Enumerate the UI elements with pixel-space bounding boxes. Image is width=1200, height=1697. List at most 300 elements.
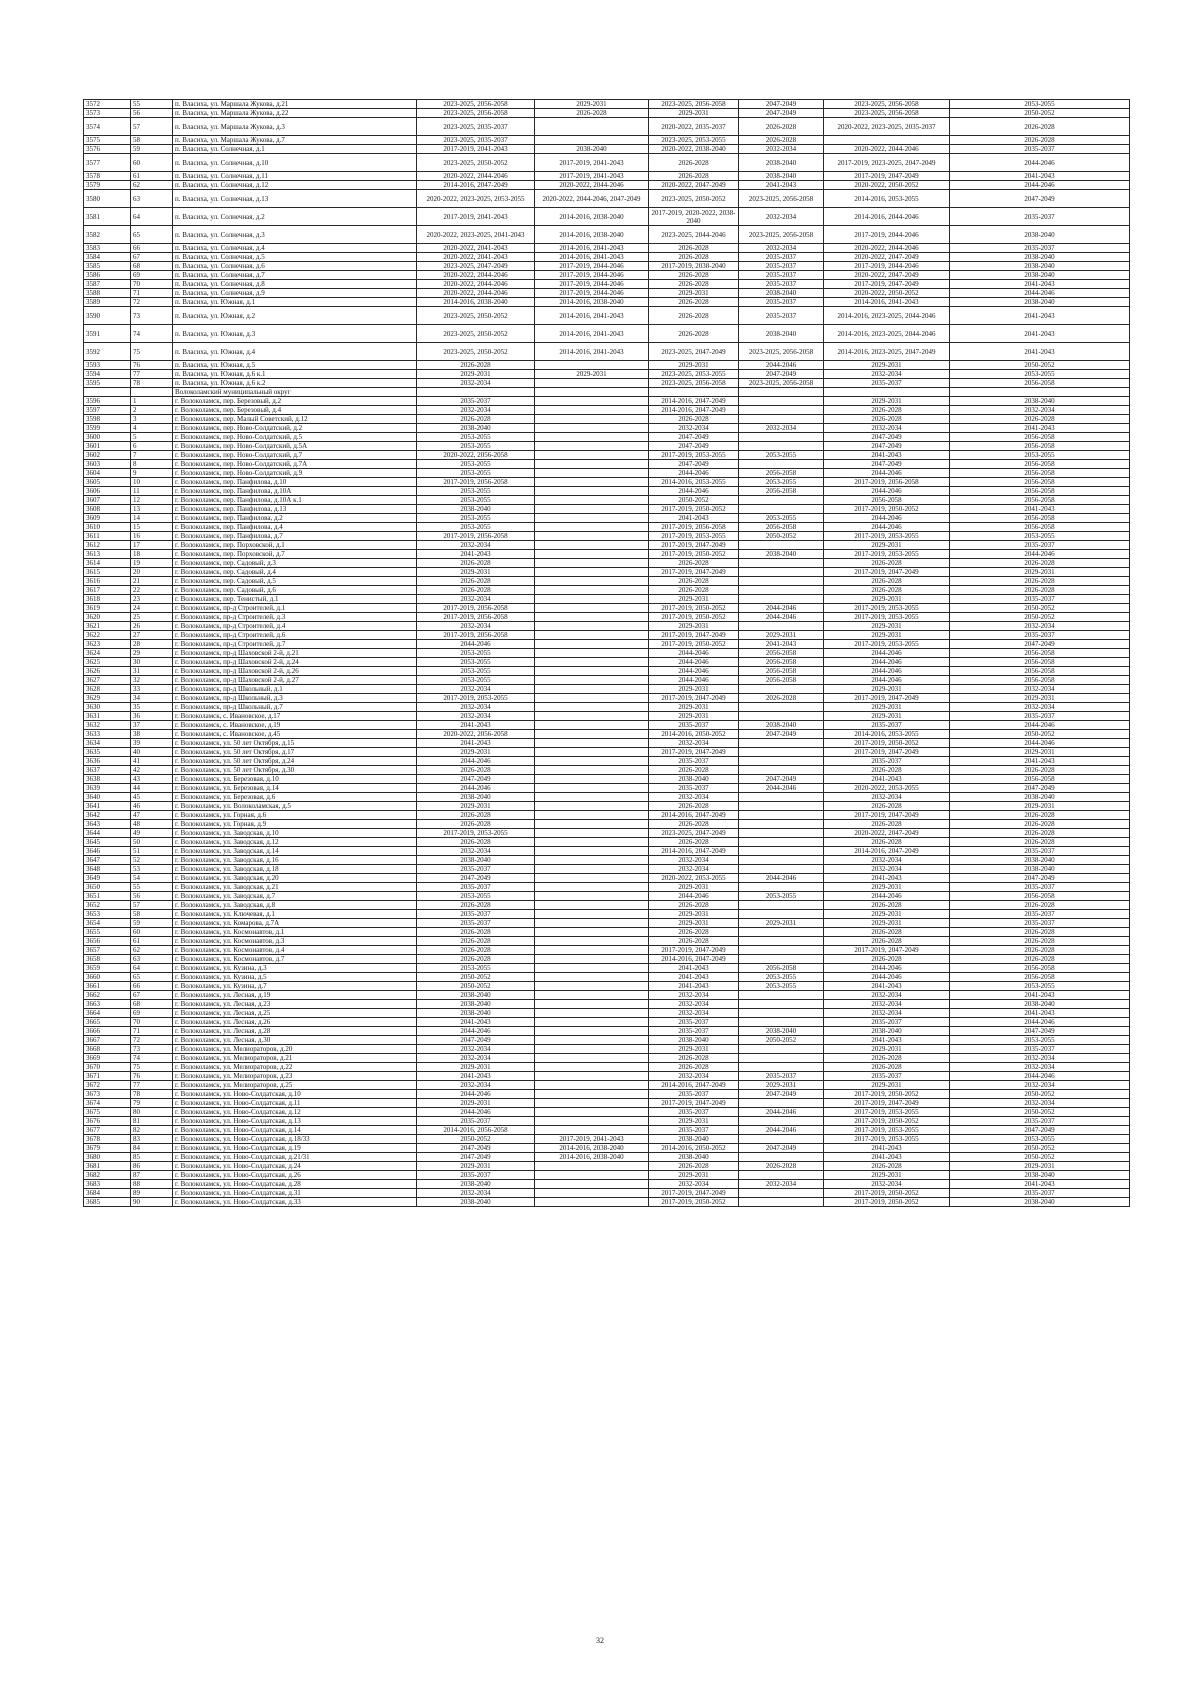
- address-cell: г. Волоколамск, ул. Ново-Солдатская, д.12: [173, 1108, 417, 1117]
- row-id-cell: 3635: [84, 748, 131, 757]
- period-cell: [535, 964, 649, 973]
- row-id-cell: 3588: [84, 289, 131, 298]
- table-row: [84, 262, 1130, 271]
- period-cell: [739, 397, 824, 406]
- address-cell: г. Волоколамск, пр-д Строителей, д.1: [173, 604, 417, 613]
- period-cell: 2029-2031: [824, 919, 950, 928]
- table-body: [84, 100, 1130, 1207]
- period-cell: 2023-2025, 2056-2058: [739, 226, 824, 244]
- table-row: [84, 874, 1130, 883]
- period-cell: 2035-2037: [649, 784, 739, 793]
- period-cell: 2017-2019, 2050-2052: [649, 505, 739, 514]
- period-cell: 2029-2031: [824, 1081, 950, 1090]
- address-cell: г. Волоколамск, ул. 50 лет Октября, д.24: [173, 757, 417, 766]
- row-id-cell: 3670: [84, 1063, 131, 1072]
- period-cell: 2032-2034: [417, 1045, 535, 1054]
- table-row: [84, 685, 1130, 694]
- period-cell: 2026-2028: [950, 901, 1130, 910]
- period-cell: 2047-2049: [824, 442, 950, 451]
- row-id-cell: 3681: [84, 1162, 131, 1171]
- empty-cell: [649, 388, 739, 397]
- row-id-cell: 3611: [84, 532, 131, 541]
- empty-cell: [535, 388, 649, 397]
- table-row: [84, 226, 1130, 244]
- period-cell: 2053-2055: [417, 433, 535, 442]
- period-cell: 2014-2016, 2023-2025, 2044-2046: [824, 307, 950, 325]
- address-cell: п. Власиха, ул. Солнечная, д.8: [173, 280, 417, 289]
- period-cell: 2026-2028: [950, 577, 1130, 586]
- row-number-cell: 33: [131, 685, 173, 694]
- period-cell: 2041-2043: [950, 505, 1130, 514]
- empty-cell: [950, 388, 1130, 397]
- period-cell: 2047-2049: [824, 433, 950, 442]
- period-cell: 2041-2043: [824, 451, 950, 460]
- period-cell: 2032-2034: [649, 1000, 739, 1009]
- period-cell: 2032-2034: [824, 1180, 950, 1189]
- period-cell: [535, 1189, 649, 1198]
- period-cell: 2017-2019, 2053-2055: [824, 640, 950, 649]
- period-cell: 2017-2019, 2041-2043: [535, 172, 649, 181]
- address-cell: г. Волоколамск, ул. Ново-Солдатская, д.11: [173, 1099, 417, 1108]
- period-cell: 2026-2028: [649, 766, 739, 775]
- period-cell: 2017-2019, 2056-2058: [417, 613, 535, 622]
- period-cell: 2041-2043: [417, 721, 535, 730]
- row-number-cell: 30: [131, 658, 173, 667]
- table-row: [84, 190, 1130, 208]
- table-row: [84, 469, 1130, 478]
- table-row: [84, 748, 1130, 757]
- row-number-cell: 64: [131, 208, 173, 226]
- period-cell: 2026-2028: [824, 577, 950, 586]
- period-cell: 2014-2016, 2041-2043: [824, 298, 950, 307]
- row-number-cell: 23: [131, 595, 173, 604]
- period-cell: 2038-2040: [417, 1198, 535, 1207]
- period-cell: 2020-2022, 2044-2046: [417, 280, 535, 289]
- row-id-cell: 3628: [84, 685, 131, 694]
- table-row: [84, 145, 1130, 154]
- period-cell: 2026-2028: [950, 811, 1130, 820]
- period-cell: 2032-2034: [417, 622, 535, 631]
- row-id-cell: 3581: [84, 208, 131, 226]
- period-cell: 2044-2046: [824, 658, 950, 667]
- period-cell: 2044-2046: [950, 154, 1130, 172]
- table-row: [84, 1009, 1130, 1018]
- address-cell: г. Волоколамск, ул. Горная, д.9: [173, 820, 417, 829]
- address-cell: п. Власиха, ул. Солнечная, д.10: [173, 154, 417, 172]
- period-cell: 2026-2028: [417, 559, 535, 568]
- period-cell: 2020-2022, 2050-2052: [824, 181, 950, 190]
- period-cell: 2035-2037: [950, 244, 1130, 253]
- period-cell: 2047-2049: [950, 874, 1130, 883]
- period-cell: [739, 838, 824, 847]
- period-cell: [535, 748, 649, 757]
- row-id-cell: 3603: [84, 460, 131, 469]
- row-id-cell: 3572: [84, 100, 131, 109]
- table-row: [84, 631, 1130, 640]
- period-cell: 2053-2055: [417, 487, 535, 496]
- address-cell: г. Волоколамск, ул. Заводская, д.8: [173, 901, 417, 910]
- period-cell: 2035-2037: [417, 883, 535, 892]
- period-cell: 2053-2055: [950, 1135, 1130, 1144]
- period-cell: 2047-2049: [417, 1153, 535, 1162]
- period-cell: [535, 946, 649, 955]
- empty-cell: [84, 388, 131, 397]
- period-cell: 2035-2037: [824, 757, 950, 766]
- period-cell: 2026-2028: [824, 1063, 950, 1072]
- address-cell: п. Власиха, ул. Солнечная, д.5: [173, 253, 417, 262]
- period-cell: 2047-2049: [950, 1027, 1130, 1036]
- period-cell: [535, 640, 649, 649]
- table-row: [84, 343, 1130, 361]
- row-number-cell: 69: [131, 1009, 173, 1018]
- period-cell: 2026-2028: [649, 1063, 739, 1072]
- period-cell: 2032-2034: [417, 406, 535, 415]
- period-cell: 2026-2028: [417, 577, 535, 586]
- row-number-cell: 1: [131, 397, 173, 406]
- period-cell: 2026-2028: [417, 586, 535, 595]
- table-row: [84, 838, 1130, 847]
- period-cell: 2029-2031: [824, 712, 950, 721]
- period-cell: 2029-2031: [950, 802, 1130, 811]
- address-cell: г. Волоколамск, пр-д Шаховской 2-й, д.24: [173, 658, 417, 667]
- period-cell: 2047-2049: [739, 730, 824, 739]
- row-id-cell: 3641: [84, 802, 131, 811]
- table-row: [84, 487, 1130, 496]
- table-row: [84, 622, 1130, 631]
- period-cell: 2023-2025, 2050-2052: [417, 343, 535, 361]
- table-row: [84, 505, 1130, 514]
- row-number-cell: 18: [131, 550, 173, 559]
- period-cell: 2038-2040: [417, 1180, 535, 1189]
- empty-cell: [131, 388, 173, 397]
- row-number-cell: 88: [131, 1180, 173, 1189]
- period-cell: 2056-2058: [950, 496, 1130, 505]
- period-cell: 2020-2022, 2050-2052: [824, 289, 950, 298]
- period-cell: [535, 1108, 649, 1117]
- period-cell: 2014-2016, 2047-2049: [649, 397, 739, 406]
- period-cell: [535, 550, 649, 559]
- row-number-cell: 8: [131, 460, 173, 469]
- period-cell: 2032-2034: [950, 1063, 1130, 1072]
- period-cell: 2017-2019, 2053-2055: [417, 829, 535, 838]
- period-cell: 2017-2019, 2044-2046: [824, 262, 950, 271]
- period-cell: 2014-2016, 2038-2040: [535, 298, 649, 307]
- period-cell: 2026-2028: [824, 1162, 950, 1171]
- period-cell: 2023-2025, 2050-2052: [417, 325, 535, 343]
- period-cell: [535, 1171, 649, 1180]
- row-id-cell: 3685: [84, 1198, 131, 1207]
- period-cell: 2044-2046: [950, 1018, 1130, 1027]
- row-id-cell: 3682: [84, 1171, 131, 1180]
- period-cell: 2041-2043: [950, 424, 1130, 433]
- period-cell: 2038-2040: [649, 1036, 739, 1045]
- table-row: [84, 1090, 1130, 1099]
- period-cell: 2041-2043: [950, 1009, 1130, 1018]
- table-row: [84, 379, 1130, 388]
- address-cell: г. Волоколамск, ул. Заводская, д.20: [173, 874, 417, 883]
- address-cell: г. Волоколамск, ул. Мелиораторов, д.23: [173, 1072, 417, 1081]
- period-cell: 2026-2028: [649, 586, 739, 595]
- period-cell: 2053-2055: [739, 973, 824, 982]
- period-cell: 2026-2028: [649, 172, 739, 181]
- period-cell: 2032-2034: [739, 244, 824, 253]
- period-cell: 2017-2019, 2056-2058: [417, 631, 535, 640]
- period-cell: 2044-2046: [649, 649, 739, 658]
- address-cell: г. Волоколамск, ул. Мелиораторов, д.25: [173, 1081, 417, 1090]
- address-cell: г. Волоколамск, с. Ивановское, д.45: [173, 730, 417, 739]
- period-cell: 2026-2028: [649, 802, 739, 811]
- period-cell: [535, 532, 649, 541]
- period-cell: 2014-2016, 2038-2040: [535, 1144, 649, 1153]
- period-cell: 2032-2034: [417, 1054, 535, 1063]
- period-cell: [535, 1018, 649, 1027]
- period-cell: [535, 1126, 649, 1135]
- row-number-cell: 63: [131, 955, 173, 964]
- period-cell: [739, 1045, 824, 1054]
- period-cell: [535, 514, 649, 523]
- period-cell: 2035-2037: [950, 1189, 1130, 1198]
- period-cell: [739, 568, 824, 577]
- period-cell: 2053-2055: [417, 649, 535, 658]
- period-cell: 2044-2046: [739, 1126, 824, 1135]
- row-number-cell: 39: [131, 739, 173, 748]
- row-number-cell: 52: [131, 856, 173, 865]
- address-cell: г. Волоколамск, ул. Мелиораторов, д.22: [173, 1063, 417, 1072]
- row-number-cell: 11: [131, 487, 173, 496]
- row-id-cell: 3580: [84, 190, 131, 208]
- period-cell: 2038-2040: [649, 775, 739, 784]
- period-cell: 2056-2058: [739, 649, 824, 658]
- address-cell: г. Волоколамск, пер. Порховской, д.7: [173, 550, 417, 559]
- row-id-cell: 3634: [84, 739, 131, 748]
- table-row: [84, 667, 1130, 676]
- period-cell: 2017-2019, 2047-2049: [824, 811, 950, 820]
- table-row: [84, 847, 1130, 856]
- period-cell: 2029-2031: [824, 541, 950, 550]
- row-number-cell: 68: [131, 1000, 173, 1009]
- address-cell: п. Власиха, ул. Маршала Жукова, д.21: [173, 100, 417, 109]
- period-cell: 2053-2055: [417, 460, 535, 469]
- row-number-cell: 10: [131, 478, 173, 487]
- table-row: [84, 1018, 1130, 1027]
- table-row: [84, 541, 1130, 550]
- period-cell: [535, 559, 649, 568]
- period-cell: 2026-2028: [950, 559, 1130, 568]
- row-id-cell: 3661: [84, 982, 131, 991]
- period-cell: [739, 496, 824, 505]
- address-cell: г. Волоколамск, ул. Березовая, д.6: [173, 793, 417, 802]
- address-cell: г. Волоколамск, ул. Комарова, д.7А: [173, 919, 417, 928]
- period-cell: 2029-2031: [649, 109, 739, 118]
- period-cell: 2026-2028: [824, 820, 950, 829]
- row-id-cell: 3624: [84, 649, 131, 658]
- period-cell: 2020-2022, 2044-2046: [824, 145, 950, 154]
- table-row: [84, 883, 1130, 892]
- period-cell: 2029-2031: [649, 883, 739, 892]
- period-cell: [535, 469, 649, 478]
- row-number-cell: 65: [131, 973, 173, 982]
- row-number-cell: 77: [131, 1081, 173, 1090]
- address-cell: г. Волоколамск, пр-д Школьный, д.1: [173, 685, 417, 694]
- row-number-cell: 50: [131, 838, 173, 847]
- period-cell: 2038-2040: [417, 505, 535, 514]
- period-cell: 2035-2037: [649, 757, 739, 766]
- table-row: [84, 829, 1130, 838]
- period-cell: [535, 541, 649, 550]
- period-cell: 2035-2037: [950, 712, 1130, 721]
- period-cell: [739, 505, 824, 514]
- period-cell: 2050-2052: [950, 1108, 1130, 1117]
- period-cell: 2032-2034: [739, 208, 824, 226]
- address-cell: г. Волоколамск, пр-д Строителей, д.6: [173, 631, 417, 640]
- address-cell: п. Власиха, ул. Солнечная, д.9: [173, 289, 417, 298]
- table-row: [84, 775, 1130, 784]
- table-row: [84, 1171, 1130, 1180]
- address-cell: г. Волоколамск, пр-д Строителей, д.4: [173, 622, 417, 631]
- row-number-cell: 59: [131, 919, 173, 928]
- period-cell: 2026-2028: [649, 280, 739, 289]
- period-cell: 2041-2043: [950, 343, 1130, 361]
- row-number-cell: 55: [131, 100, 173, 109]
- period-cell: [739, 1153, 824, 1162]
- period-cell: [535, 739, 649, 748]
- period-cell: 2035-2037: [739, 1072, 824, 1081]
- period-cell: 2014-2016, 2041-2043: [535, 343, 649, 361]
- period-cell: 2020-2022, 2044-2046: [535, 181, 649, 190]
- period-cell: 2032-2034: [417, 595, 535, 604]
- period-cell: 2020-2022, 2053-2055: [824, 784, 950, 793]
- period-cell: [535, 451, 649, 460]
- address-cell: п. Власиха, ул. Солнечная, д.1: [173, 145, 417, 154]
- address-cell: г. Волоколамск, ул. Заводская, д.12: [173, 838, 417, 847]
- row-id-cell: 3651: [84, 892, 131, 901]
- period-cell: 2032-2034: [950, 685, 1130, 694]
- row-number-cell: 34: [131, 694, 173, 703]
- address-cell: п. Власиха, ул. Маршала Жукова, д.3: [173, 118, 417, 136]
- period-cell: 2020-2022, 2056-2058: [417, 451, 535, 460]
- table-row: [84, 1153, 1130, 1162]
- period-cell: [535, 460, 649, 469]
- period-cell: 2029-2031: [649, 910, 739, 919]
- row-number-cell: 29: [131, 649, 173, 658]
- period-cell: 2017-2019, 2044-2046: [535, 280, 649, 289]
- period-cell: 2017-2019, 2053-2055: [824, 532, 950, 541]
- period-cell: 2041-2043: [824, 775, 950, 784]
- period-cell: 2044-2046: [739, 874, 824, 883]
- row-number-cell: 56: [131, 892, 173, 901]
- period-cell: 2017-2019, 2050-2052: [649, 613, 739, 622]
- row-number-cell: 82: [131, 1126, 173, 1135]
- period-cell: 2032-2034: [824, 865, 950, 874]
- row-number-cell: 25: [131, 613, 173, 622]
- period-cell: 2026-2028: [824, 802, 950, 811]
- period-cell: 2032-2034: [649, 865, 739, 874]
- period-cell: [535, 973, 649, 982]
- address-cell: п. Власиха, ул. Южная, д.5: [173, 361, 417, 370]
- row-id-cell: 3632: [84, 721, 131, 730]
- row-number-cell: 12: [131, 496, 173, 505]
- period-cell: [535, 811, 649, 820]
- row-id-cell: 3576: [84, 145, 131, 154]
- period-cell: 2056-2058: [950, 379, 1130, 388]
- period-cell: 2053-2055: [739, 478, 824, 487]
- address-cell: г. Волоколамск, ул. Космонавтов, д.1: [173, 928, 417, 937]
- period-cell: [535, 406, 649, 415]
- period-cell: 2050-2052: [417, 973, 535, 982]
- period-cell: [535, 820, 649, 829]
- table-row: [84, 1054, 1130, 1063]
- row-id-cell: 3616: [84, 577, 131, 586]
- address-cell: п. Власиха, ул. Южная, д.1: [173, 298, 417, 307]
- row-id-cell: 3631: [84, 712, 131, 721]
- row-number-cell: 62: [131, 181, 173, 190]
- row-id-cell: 3669: [84, 1054, 131, 1063]
- period-cell: 2026-2028: [950, 136, 1130, 145]
- row-id-cell: 3639: [84, 784, 131, 793]
- period-cell: [535, 631, 649, 640]
- period-cell: 2014-2016, 2047-2049: [824, 847, 950, 856]
- period-cell: 2056-2058: [950, 892, 1130, 901]
- period-cell: 2035-2037: [824, 379, 950, 388]
- period-cell: 2026-2028: [417, 901, 535, 910]
- period-cell: 2014-2016, 2023-2025, 2047-2049: [824, 343, 950, 361]
- period-cell: 2038-2040: [649, 1153, 739, 1162]
- period-cell: [739, 1018, 824, 1027]
- period-cell: 2017-2019, 2047-2049: [824, 568, 950, 577]
- row-id-cell: 3620: [84, 613, 131, 622]
- period-cell: 2053-2055: [950, 1036, 1130, 1045]
- period-cell: 2032-2034: [739, 1180, 824, 1189]
- period-cell: 2029-2031: [950, 568, 1130, 577]
- table-row: [84, 532, 1130, 541]
- period-cell: [739, 415, 824, 424]
- period-cell: 2038-2040: [950, 253, 1130, 262]
- address-cell: г. Волоколамск, ул. Мелиораторов, д.21: [173, 1054, 417, 1063]
- period-cell: 2020-2022, 2047-2049: [824, 271, 950, 280]
- row-number-cell: 36: [131, 712, 173, 721]
- period-cell: 2029-2031: [649, 1045, 739, 1054]
- period-cell: 2026-2028: [649, 154, 739, 172]
- period-cell: 2020-2022, 2053-2055: [649, 874, 739, 883]
- period-cell: 2038-2040: [739, 172, 824, 181]
- period-cell: 2017-2019, 2053-2055: [824, 604, 950, 613]
- period-cell: 2026-2028: [950, 118, 1130, 136]
- period-cell: 2023-2025, 2056-2058: [739, 190, 824, 208]
- period-cell: 2014-2016, 2038-2040: [535, 226, 649, 244]
- period-cell: [535, 586, 649, 595]
- table-row: [84, 307, 1130, 325]
- period-cell: 2023-2025, 2056-2058: [739, 343, 824, 361]
- address-cell: п. Власиха, ул. Солнечная, д.7: [173, 271, 417, 280]
- period-cell: 2017-2019, 2047-2049: [824, 946, 950, 955]
- row-id-cell: 3680: [84, 1153, 131, 1162]
- period-cell: 2026-2028: [535, 109, 649, 118]
- address-cell: г. Волоколамск, ул. Ново-Солдатская, д.21/31: [173, 1153, 417, 1162]
- table-row: [84, 991, 1130, 1000]
- row-number-cell: 80: [131, 1108, 173, 1117]
- period-cell: [535, 757, 649, 766]
- period-cell: 2041-2043: [649, 514, 739, 523]
- period-cell: 2047-2049: [417, 874, 535, 883]
- period-cell: 2026-2028: [649, 559, 739, 568]
- period-cell: 2044-2046: [950, 289, 1130, 298]
- table-row: [84, 586, 1130, 595]
- address-cell: г. Волоколамск, ул. Березовая, д.10: [173, 775, 417, 784]
- period-cell: 2044-2046: [950, 721, 1130, 730]
- table-row: [84, 550, 1130, 559]
- row-number-cell: 87: [131, 1171, 173, 1180]
- period-cell: [739, 1063, 824, 1072]
